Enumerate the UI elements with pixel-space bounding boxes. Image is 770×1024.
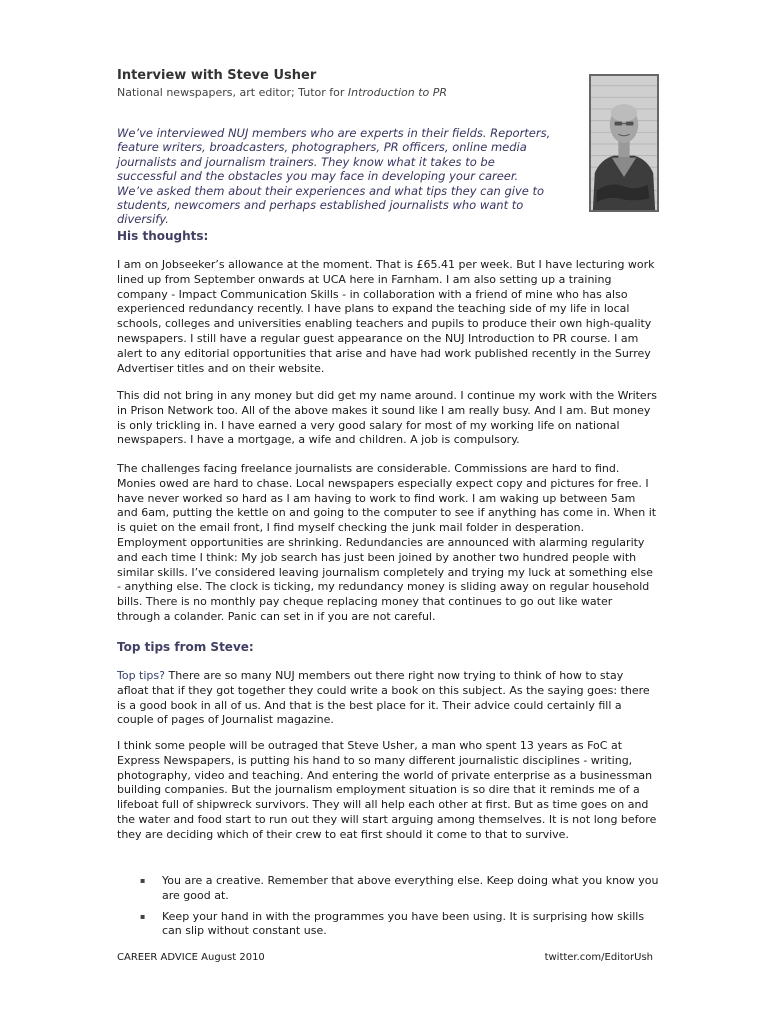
section-heading-top-tips: Top tips from Steve: [117, 640, 254, 654]
tip-text: Keep your hand in with the programmes you have been using. It is surprising how skills can slip without constant use. [162, 909, 645, 938]
page-title: Interview with Steve Usher [117, 68, 317, 83]
body-paragraph-1: I am on Jobseeker’s allowance at the moment. That is £65.41 per week. But I have lecturing work lined up from September onwards at UCA here in Farnham. I am also setting up a training company - Impact Communication Skills - in collaboration with a friend of mine who has also experienced redundancy recently. I have plans to expand the teaching side of my life in local schools, colleges and universities enabling teachers and pupils to produce their own high-quality newspapers. I still have a regular guest appearance on the NUJ Introduction to PR course. I am alert to any editorial opportunities that arise and have had work published recently in the Surrey Advertiser titles and on their website. [117, 258, 655, 375]
tip-text: You are a creative. Remember that above everything else. Keep doing what you know you are good at. [162, 874, 659, 902]
page-subtitle [117, 86, 447, 99]
portrait-illustration [591, 76, 657, 210]
body-paragraph-5: I think some people will be outraged that Steve Usher, a man who spent 13 years as FoC at Express Newspapers, is putting his hand to so many different journalistic disciplines - writing, photography, video and teaching. And entering the world of private enterprise as a businessman building companies. But the journalism employment situation is so dire that it reminds me of a lifeboat full of shipwreck survivors. They will all help each other at first. But as time goes on and the water and food start to run out they will start arguing among themselves. It is not long before they are deciding which of their crew to eat first should it come to that to survive. [117, 739, 657, 841]
list-item [140, 874, 660, 904]
body-paragraph-4-text: There are so many NUJ members out there right now trying to think of how to stay afloat that if they got together they could write a book on this subject. As the saying goes: there is a good book in all of us. And that is the best place for it. Their advice could certainly fill a couple of pages of Journalist magazine. [117, 669, 650, 727]
square-bullet-icon: ▪ [140, 876, 146, 885]
tips-list [140, 874, 660, 945]
top-tips-link[interactable]: Top tips? [117, 669, 165, 682]
body-paragraph-2: This did not bring in any money but did get my name around. I continue my work with the Writers in Prison Network too. All of the above makes it sound like I am really busy. And I am. But money is only trickling in. I have earned a very good salary for most of my working life on national newspapers. I have a mortgage, a wife and children. A job is compulsory. [117, 389, 657, 447]
portrait-photo [589, 74, 659, 212]
square-bullet-icon: ▪ [140, 911, 146, 921]
body-paragraph-3: The challenges facing freelance journalists are considerable. Commissions are hard to find. Monies owed are hard to chase. Local newspapers especially expect copy and pictures for free. I have never worked so hard as I am having to work to find work. I am waking up between 5am and 6am, putting the kettle on and going to the computer to see if anything has come in. When it is quiet on the email front, I find myself checking the junk mail folder in desperation. Employment opportunities are shrinking. Redundancies are announced with alarming regularity and each time I think: My job search has just been joined by another two hundred people with similar skills. I’ve considered leaving journalism completely and trying my luck at something else - anything else. The clock is ticking, my redundancy money is sliding away on regular household bills. There is no monthly pay cheque replacing money that continues to go out like water through a colander. Panic can set in if you are not careful. [117, 462, 657, 623]
section-heading-his-thoughts: His thoughts: [117, 229, 209, 243]
list-item [140, 910, 660, 940]
body-paragraph-4 [117, 669, 657, 728]
subtitle-course: Introduction to PR [347, 86, 448, 99]
footer-publication: CAREER ADVICE August 2010 [117, 952, 265, 963]
intro-paragraph: We’ve interviewed NUJ members who are experts in their fields. Reporters, feature writers, broadcasters, photographers, PR officers, online media journalists and journalism trainers. They know what it takes to be successful and the obstacles you may face in developing your career. We’ve asked them about their experiences and what tips they can give to students, newcomers and perhaps established journalists who want to diversify. [117, 126, 551, 227]
footer-twitter-handle: twitter.com/EditorUsh [544, 952, 653, 963]
subtitle-role: National newspapers, art editor; Tutor for [117, 86, 348, 99]
